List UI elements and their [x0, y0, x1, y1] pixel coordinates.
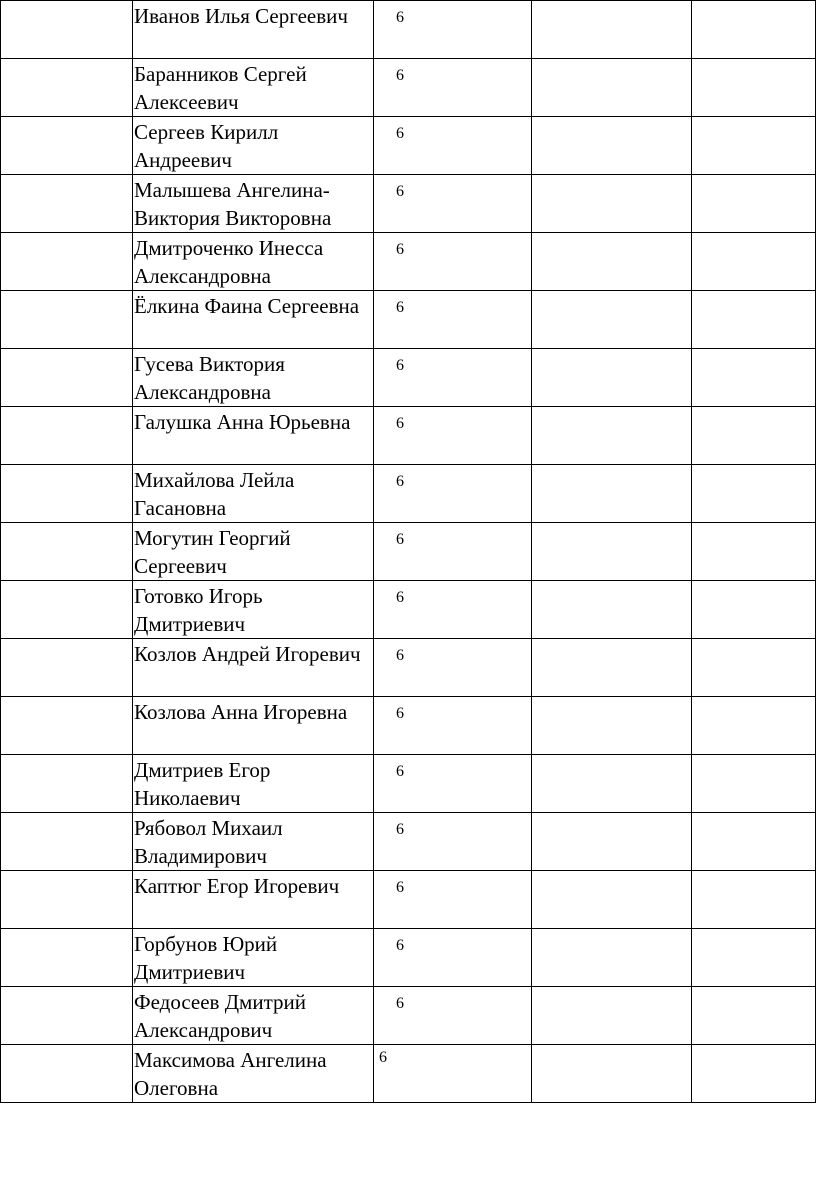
- grade-value: 6: [396, 67, 404, 84]
- table-row: [1, 175, 816, 233]
- index-cell: [1, 697, 133, 755]
- grade-cell: [374, 639, 532, 697]
- grade-value: 6: [396, 183, 404, 200]
- table-row: [1, 813, 816, 871]
- index-cell: [1, 291, 133, 349]
- table-row: [1, 407, 816, 465]
- empty-cell: [692, 117, 816, 175]
- empty-cell: [532, 523, 692, 581]
- empty-cell: [532, 581, 692, 639]
- table-row: [1, 639, 816, 697]
- grade-cell: [374, 871, 532, 929]
- empty-cell: [532, 697, 692, 755]
- index-cell: [1, 175, 133, 233]
- student-name: Дмитриев Егор Николаевич: [133, 755, 374, 813]
- student-name: Готовко Игорь Дмитриевич: [133, 581, 374, 639]
- empty-cell: [692, 697, 816, 755]
- grade-value: 6: [396, 357, 404, 374]
- grade-cell: [374, 929, 532, 987]
- student-name: Могутин Георгий Сергеевич: [133, 523, 374, 581]
- empty-cell: [532, 117, 692, 175]
- empty-cell: [692, 59, 816, 117]
- index-cell: [1, 1, 133, 59]
- student-name: Баранников Сергей Алексеевич: [133, 59, 374, 117]
- student-name: Горбунов Юрий Дмитриевич: [133, 929, 374, 987]
- empty-cell: [532, 871, 692, 929]
- empty-cell: [532, 291, 692, 349]
- grade-cell: [374, 465, 532, 523]
- empty-cell: [532, 929, 692, 987]
- table-row: [1, 1, 816, 59]
- grade-cell: [374, 291, 532, 349]
- index-cell: [1, 349, 133, 407]
- empty-cell: [532, 233, 692, 291]
- empty-cell: [532, 407, 692, 465]
- index-cell: [1, 233, 133, 291]
- grade-cell: [374, 523, 532, 581]
- grade-value: 6: [396, 647, 404, 664]
- student-name: Ёлкина Фаина Сергеевна: [133, 291, 374, 349]
- empty-cell: [692, 1, 816, 59]
- index-cell: [1, 813, 133, 871]
- student-name: Дмитроченко Инесса Александровна: [133, 233, 374, 291]
- empty-cell: [532, 1045, 692, 1103]
- empty-cell: [692, 755, 816, 813]
- grade-value: 6: [396, 821, 404, 838]
- index-cell: [1, 407, 133, 465]
- table-row: [1, 465, 816, 523]
- empty-cell: [532, 175, 692, 233]
- grade-value: 6: [396, 241, 404, 258]
- grade-cell: [374, 1, 532, 59]
- empty-cell: [692, 929, 816, 987]
- grade-value: 6: [396, 937, 404, 954]
- index-cell: [1, 1045, 133, 1103]
- table-row: [1, 755, 816, 813]
- table-row: [1, 59, 816, 117]
- empty-cell: [692, 349, 816, 407]
- empty-cell: [692, 175, 816, 233]
- empty-cell: [532, 465, 692, 523]
- grade-cell: [374, 697, 532, 755]
- grade-cell: [374, 1045, 532, 1103]
- index-cell: [1, 929, 133, 987]
- table-row: [1, 1045, 816, 1103]
- table-row: [1, 987, 816, 1045]
- index-cell: [1, 465, 133, 523]
- empty-cell: [692, 291, 816, 349]
- empty-cell: [532, 813, 692, 871]
- index-cell: [1, 639, 133, 697]
- empty-cell: [692, 465, 816, 523]
- grade-value: 6: [396, 9, 404, 26]
- table-row: [1, 117, 816, 175]
- grade-value: 6: [396, 995, 404, 1012]
- grade-value: 6: [396, 415, 404, 432]
- student-name: Гусева Виктория Александровна: [133, 349, 374, 407]
- empty-cell: [692, 813, 816, 871]
- grade-cell: [374, 987, 532, 1045]
- grade-value: 6: [396, 705, 404, 722]
- table-row: [1, 581, 816, 639]
- grade-value: 6: [379, 1049, 387, 1066]
- index-cell: [1, 871, 133, 929]
- grade-value: 6: [396, 473, 404, 490]
- student-name: Михайлова Лейла Гасановна: [133, 465, 374, 523]
- student-name: Каптюг Егор Игоревич: [133, 871, 374, 929]
- empty-cell: [692, 407, 816, 465]
- empty-cell: [532, 755, 692, 813]
- empty-cell: [692, 987, 816, 1045]
- grade-value: 6: [396, 763, 404, 780]
- grade-value: 6: [396, 125, 404, 142]
- student-name: Рябовол Михаил Владимирович: [133, 813, 374, 871]
- grade-cell: [374, 813, 532, 871]
- grade-value: 6: [396, 299, 404, 316]
- grade-cell: [374, 581, 532, 639]
- grade-cell: [374, 349, 532, 407]
- table-row: [1, 233, 816, 291]
- student-name: Козлова Анна Игоревна: [133, 697, 374, 755]
- grade-cell: [374, 175, 532, 233]
- index-cell: [1, 59, 133, 117]
- empty-cell: [532, 1, 692, 59]
- index-cell: [1, 523, 133, 581]
- student-name: Федосеев Дмитрий Александрович: [133, 987, 374, 1045]
- empty-cell: [532, 59, 692, 117]
- table-row: [1, 291, 816, 349]
- grade-cell: [374, 59, 532, 117]
- empty-cell: [692, 523, 816, 581]
- student-name: Козлов Андрей Игоревич: [133, 639, 374, 697]
- grade-cell: [374, 407, 532, 465]
- empty-cell: [692, 1045, 816, 1103]
- student-name: Галушка Анна Юрьевна: [133, 407, 374, 465]
- table-row: [1, 871, 816, 929]
- empty-cell: [532, 349, 692, 407]
- student-name: Иванов Илья Сергеевич: [133, 1, 374, 59]
- table-row: [1, 349, 816, 407]
- empty-cell: [692, 639, 816, 697]
- table-row: [1, 697, 816, 755]
- student-table-body: [1, 1, 816, 1103]
- empty-cell: [692, 581, 816, 639]
- student-name: Малышева Ангелина-Виктория Викторовна: [133, 175, 374, 233]
- table-row: [1, 929, 816, 987]
- grade-cell: [374, 233, 532, 291]
- grade-value: 6: [396, 879, 404, 896]
- index-cell: [1, 117, 133, 175]
- empty-cell: [532, 987, 692, 1045]
- grade-value: 6: [396, 589, 404, 606]
- index-cell: [1, 581, 133, 639]
- student-name: Сергеев Кирилл Андреевич: [133, 117, 374, 175]
- grade-cell: [374, 117, 532, 175]
- empty-cell: [532, 639, 692, 697]
- grade-value: 6: [396, 531, 404, 548]
- index-cell: [1, 755, 133, 813]
- empty-cell: [692, 233, 816, 291]
- table-row: [1, 523, 816, 581]
- grade-cell: [374, 755, 532, 813]
- student-name: Максимова Ангелина Олеговна: [133, 1045, 374, 1103]
- empty-cell: [692, 871, 816, 929]
- index-cell: [1, 987, 133, 1045]
